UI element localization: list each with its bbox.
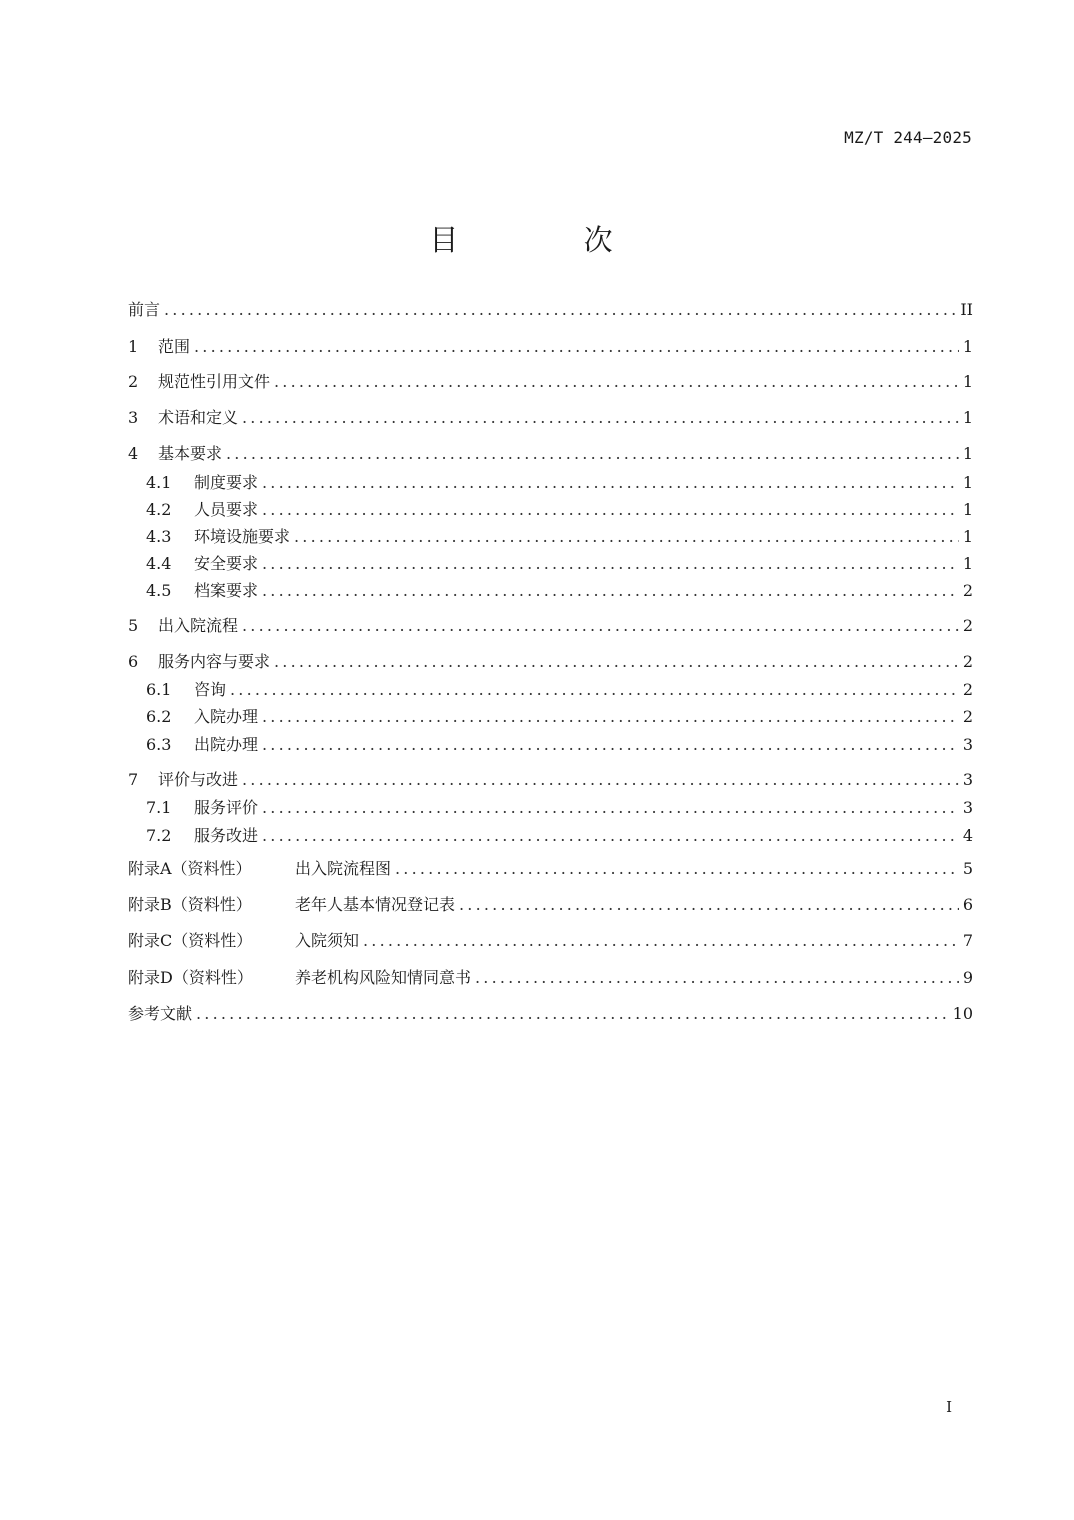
toc-entry[interactable] xyxy=(128,298,973,322)
toc-entry-number: 3 xyxy=(128,408,139,427)
toc-entry-title: 术语和定义 xyxy=(158,408,239,427)
toc-entry-page: 2 xyxy=(962,680,973,699)
toc-entry-page: 2 xyxy=(962,652,973,671)
toc-entry-title: 服务内容与要求 xyxy=(158,652,271,671)
toc-entry-page: 3 xyxy=(962,798,973,817)
toc-entry-title: 出入院流程 xyxy=(158,616,239,635)
toc-entry[interactable] xyxy=(146,824,973,848)
toc-leader-dots xyxy=(230,678,959,702)
toc-entry-number: 4.3 xyxy=(146,527,172,546)
toc-leader-dots xyxy=(242,614,959,638)
toc-leader-dots xyxy=(262,824,959,848)
toc-entry[interactable] xyxy=(128,1002,973,1026)
toc-entry-title: 服务评价 xyxy=(194,798,259,817)
toc-leader-dots xyxy=(262,796,959,820)
toc-entry[interactable] xyxy=(146,579,973,603)
toc-entry-title: 老年人基本情况登记表 xyxy=(295,895,456,914)
toc-entry-title: 人员要求 xyxy=(194,500,259,519)
toc-entry[interactable] xyxy=(128,768,973,792)
toc-entry[interactable] xyxy=(128,442,973,466)
toc-entry-title: 评价与改进 xyxy=(158,770,239,789)
toc-entry[interactable] xyxy=(146,552,973,576)
standard-code: MZ/T 244—2025 xyxy=(844,128,972,147)
toc-entry-title: 前言 xyxy=(128,300,161,319)
toc-entry[interactable] xyxy=(128,929,973,953)
toc-leader-dots xyxy=(262,579,959,603)
toc-entry-page: 1 xyxy=(962,444,973,463)
toc-entry[interactable] xyxy=(146,705,973,729)
toc-entry-page: 7 xyxy=(962,931,973,950)
toc-leader-dots xyxy=(226,442,959,466)
toc-entry-number: 7.1 xyxy=(146,798,172,817)
toc-entry-page: 1 xyxy=(962,500,973,519)
toc-entry-title: 咨询 xyxy=(194,680,227,699)
toc-entry-title: 环境设施要求 xyxy=(194,527,291,546)
toc-entry-number: 4.5 xyxy=(146,581,172,600)
toc-entry-title: 参考文献 xyxy=(128,1004,193,1023)
toc-entry-page: 4 xyxy=(962,826,973,845)
toc-entry-page: 2 xyxy=(962,581,973,600)
toc-entry-page: II xyxy=(960,300,973,319)
toc-entry-title: 出入院流程图 xyxy=(295,859,392,878)
toc-entry-number: 附录A（资料性） xyxy=(128,859,252,878)
toc-leader-dots xyxy=(274,370,959,394)
toc-entry[interactable] xyxy=(128,406,973,430)
toc-entry-number: 6.3 xyxy=(146,735,172,754)
toc-entry-page: 5 xyxy=(962,859,973,878)
toc-leader-dots xyxy=(262,552,959,576)
toc-leader-dots xyxy=(262,471,959,495)
toc-entry-number: 7.2 xyxy=(146,826,172,845)
toc-entry-number: 2 xyxy=(128,372,139,391)
toc-entry-page: 10 xyxy=(952,1004,973,1023)
toc-leader-dots xyxy=(274,650,959,674)
toc-entry-page: 3 xyxy=(962,735,973,754)
toc-leader-dots xyxy=(395,857,959,881)
toc-leader-dots xyxy=(242,406,959,430)
toc-leader-dots xyxy=(262,498,959,522)
toc-leader-dots xyxy=(475,966,959,990)
toc-leader-dots xyxy=(196,1002,949,1026)
toc-entry[interactable] xyxy=(146,498,973,522)
toc-entry[interactable] xyxy=(146,471,973,495)
toc-entry-title: 制度要求 xyxy=(194,473,259,492)
toc-entry-number: 6 xyxy=(128,652,139,671)
toc-entry-title: 安全要求 xyxy=(194,554,259,573)
toc-entry-title: 入院须知 xyxy=(295,931,360,950)
page-title: 目 次 xyxy=(429,223,671,257)
toc-entry-title: 基本要求 xyxy=(158,444,223,463)
toc-entry-title: 出院办理 xyxy=(194,735,259,754)
toc-entry[interactable] xyxy=(128,893,973,917)
toc-entry-number: 4.2 xyxy=(146,500,172,519)
toc-entry-title: 规范性引用文件 xyxy=(158,372,271,391)
toc-entry-number: 5 xyxy=(128,616,139,635)
toc-entry-title: 养老机构风险知情同意书 xyxy=(295,968,472,987)
toc-entry-number: 6.2 xyxy=(146,707,172,726)
toc-entry[interactable] xyxy=(128,335,973,359)
toc-entry-page: 1 xyxy=(962,372,973,391)
toc-entry[interactable] xyxy=(128,966,973,990)
toc-entry[interactable] xyxy=(128,370,973,394)
toc-leader-dots xyxy=(294,525,959,549)
toc-leader-dots xyxy=(242,768,959,792)
toc-leader-dots xyxy=(164,298,956,322)
toc-entry[interactable] xyxy=(146,525,973,549)
toc-entry[interactable] xyxy=(128,650,973,674)
toc-entry-number: 7 xyxy=(128,770,139,789)
footer-page-number: I xyxy=(946,1398,952,1416)
toc-entry-page: 1 xyxy=(962,554,973,573)
toc-entry[interactable] xyxy=(128,857,973,881)
toc-entry[interactable] xyxy=(146,678,973,702)
toc-leader-dots xyxy=(459,893,959,917)
toc-leader-dots xyxy=(262,733,959,757)
toc-entry-page: 2 xyxy=(962,707,973,726)
toc-entry-number: 附录D（资料性） xyxy=(128,968,253,987)
toc-entry-number: 附录B（资料性） xyxy=(128,895,252,914)
toc-entry-page: 1 xyxy=(962,527,973,546)
toc-entry-title: 档案要求 xyxy=(194,581,259,600)
toc-entry-title: 服务改进 xyxy=(194,826,259,845)
toc-entry-number: 1 xyxy=(128,337,139,356)
toc-entry-page: 9 xyxy=(962,968,973,987)
toc-entry-title: 范围 xyxy=(158,337,191,356)
toc-entry-title: 入院办理 xyxy=(194,707,259,726)
toc-entry-page: 1 xyxy=(962,408,973,427)
toc-entry-page: 6 xyxy=(962,895,973,914)
toc-entry[interactable] xyxy=(128,614,973,638)
toc-leader-dots xyxy=(363,929,959,953)
toc-entry-page: 2 xyxy=(962,616,973,635)
toc-entry[interactable] xyxy=(146,796,973,820)
toc-entry-number: 4 xyxy=(128,444,139,463)
toc-entry-number: 6.1 xyxy=(146,680,172,699)
toc-leader-dots xyxy=(262,705,959,729)
toc-entry-page: 3 xyxy=(962,770,973,789)
toc-entry-page: 1 xyxy=(962,337,973,356)
toc-entry-number: 4.4 xyxy=(146,554,172,573)
toc-entry-number: 4.1 xyxy=(146,473,172,492)
toc-entry-page: 1 xyxy=(962,473,973,492)
toc-entry[interactable] xyxy=(146,733,973,757)
toc-entry-number: 附录C（资料性） xyxy=(128,931,253,950)
toc-leader-dots xyxy=(194,335,959,359)
